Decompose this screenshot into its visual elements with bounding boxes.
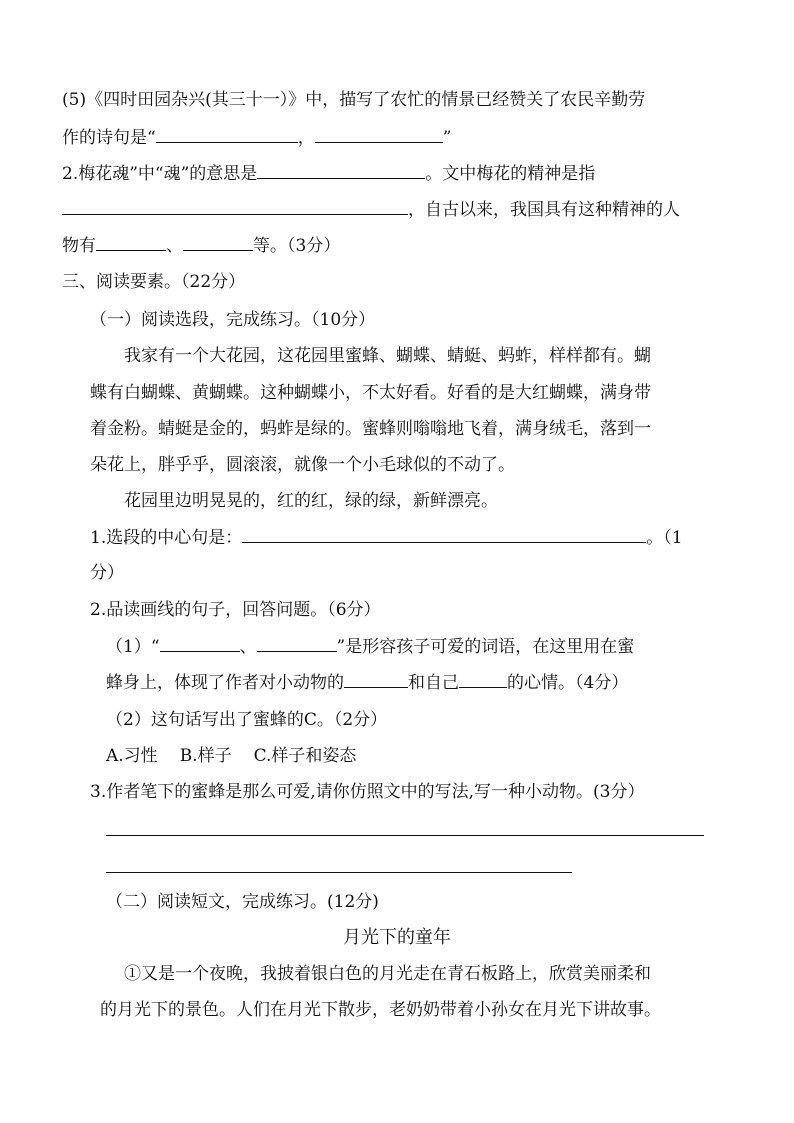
- reading-question-1: [90, 527, 683, 549]
- answer-blank[interactable]: [96, 236, 166, 251]
- question-2-after: 。文中梅花的精神是指: [425, 164, 596, 184]
- question-2-line3-after: 等。（3分）: [253, 236, 341, 256]
- option-b[interactable]: B.样子: [179, 746, 232, 766]
- q2-1-line2-prefix: 蜂身上，体现了作者对小动物的: [106, 673, 344, 693]
- reading-question-1-prefix: 1.选段的中心句是：: [90, 528, 243, 548]
- reading-question-1-line-2: 分）: [90, 563, 124, 583]
- separator: 、: [239, 637, 257, 657]
- q2-1-after: ”是形容孩子可爱的词语，在这里用在蜜: [336, 637, 635, 657]
- answer-blank[interactable]: [242, 528, 646, 543]
- answer-blank[interactable]: [183, 236, 253, 251]
- story-title: 月光下的童年: [343, 927, 451, 948]
- reading-question-2-heading: 2.品读画线的句子，回答问题。（6分）: [90, 600, 381, 620]
- passage-1-line-2: 蝶有白蝴蝶、黄蝴蝶。这种蝴蝶小，不太好看。好看的是大红蝴蝶，满身带: [90, 383, 651, 403]
- question-5-line-2: [62, 127, 451, 149]
- subsection-2-heading: （二）阅读短文，完成练习。(12分): [106, 892, 379, 912]
- q2-1-line2-after: 的心情。（4分）: [507, 673, 629, 693]
- answer-blank[interactable]: [344, 673, 408, 688]
- passage-1-line-4: 朵花上，胖乎乎，圆滚滚，就像一个小毛球似的不动了。: [90, 455, 515, 475]
- story-line-1: ①又是一个夜晚，我披着银白色的月光走在青石板路上，欣赏美丽柔和: [124, 964, 651, 984]
- question-2-line-1: [62, 163, 595, 185]
- question-2-prefix: 2.梅花魂”中“魂”的意思是: [62, 164, 258, 184]
- reading-question-2-1: [106, 636, 634, 658]
- answer-blank[interactable]: [459, 673, 507, 688]
- answer-blank[interactable]: [156, 128, 298, 143]
- answer-blank[interactable]: [62, 200, 408, 215]
- story-line-2: 的月光下的景色。人们在月光下散步，老奶奶带着小孙女在月光下讲故事。: [100, 1000, 661, 1020]
- section-3-heading: [62, 271, 245, 293]
- answer-blank[interactable]: [257, 637, 337, 652]
- passage-1-paragraph-2: 花园里边明晃晃的，红的红，绿的绿，新鲜漂亮。: [124, 491, 498, 511]
- question-2-line3-prefix: 物有: [62, 236, 96, 256]
- passage-1-line-1: 我家有一个大花园，这花园里蜜蜂、蝴蝶、蜻蜓、蚂蚱，样样都有。蝴: [124, 346, 651, 366]
- reading-question-1-after: 。（1: [646, 528, 683, 548]
- reading-question-3: 3.作者笔下的蜜蜂是那么可爱,请你仿照文中的写法,写一种小动物。(3分）: [90, 782, 645, 802]
- close-quote: ”: [442, 128, 452, 148]
- answer-blank[interactable]: [160, 637, 240, 652]
- option-a[interactable]: A.习性: [106, 746, 158, 766]
- question-5-line2-prefix: 作的诗句是“: [62, 128, 156, 148]
- question-2-line2-after: ，自古以来，我国具有这种精神的人: [408, 200, 680, 220]
- q2-1-line2-mid: 和自己: [408, 673, 459, 693]
- answer-blank[interactable]: [257, 164, 425, 179]
- question-5-line-1: [62, 89, 645, 111]
- reading-question-2-2: （2）这句话写出了蜜蜂的C。（2分）: [106, 710, 388, 730]
- question-2-line-3: [62, 235, 340, 257]
- question-2-line-2: [62, 199, 680, 221]
- subsection-1-heading: [90, 309, 375, 331]
- q2-1-prefix: （1）“: [106, 637, 160, 657]
- question-5-text: (5)《四时田园杂兴(其三十一）》中，描写了农忙的情景已经赞关了农民辛勤劳: [62, 90, 646, 110]
- subsection-1-heading-text: （一）阅读选段，完成练习。（10分）: [90, 310, 376, 330]
- reading-question-2-1-line-2: [106, 672, 628, 694]
- option-c[interactable]: C.样子和姿态: [253, 746, 357, 766]
- answer-blank[interactable]: [315, 128, 443, 143]
- section-3-heading-text: 三、阅读要素。（22分）: [62, 272, 246, 292]
- reading-question-2-2-options: [106, 745, 356, 767]
- separator: 、: [166, 236, 183, 256]
- answer-line[interactable]: [106, 872, 572, 873]
- passage-1-line-3: 着金粉。蜻蜓是金的，蚂蚱是绿的。蜜蜂则嗡嗡地飞着，满身绒毛，落到一: [90, 419, 651, 439]
- answer-line[interactable]: [106, 835, 704, 836]
- comma: ，: [297, 128, 315, 148]
